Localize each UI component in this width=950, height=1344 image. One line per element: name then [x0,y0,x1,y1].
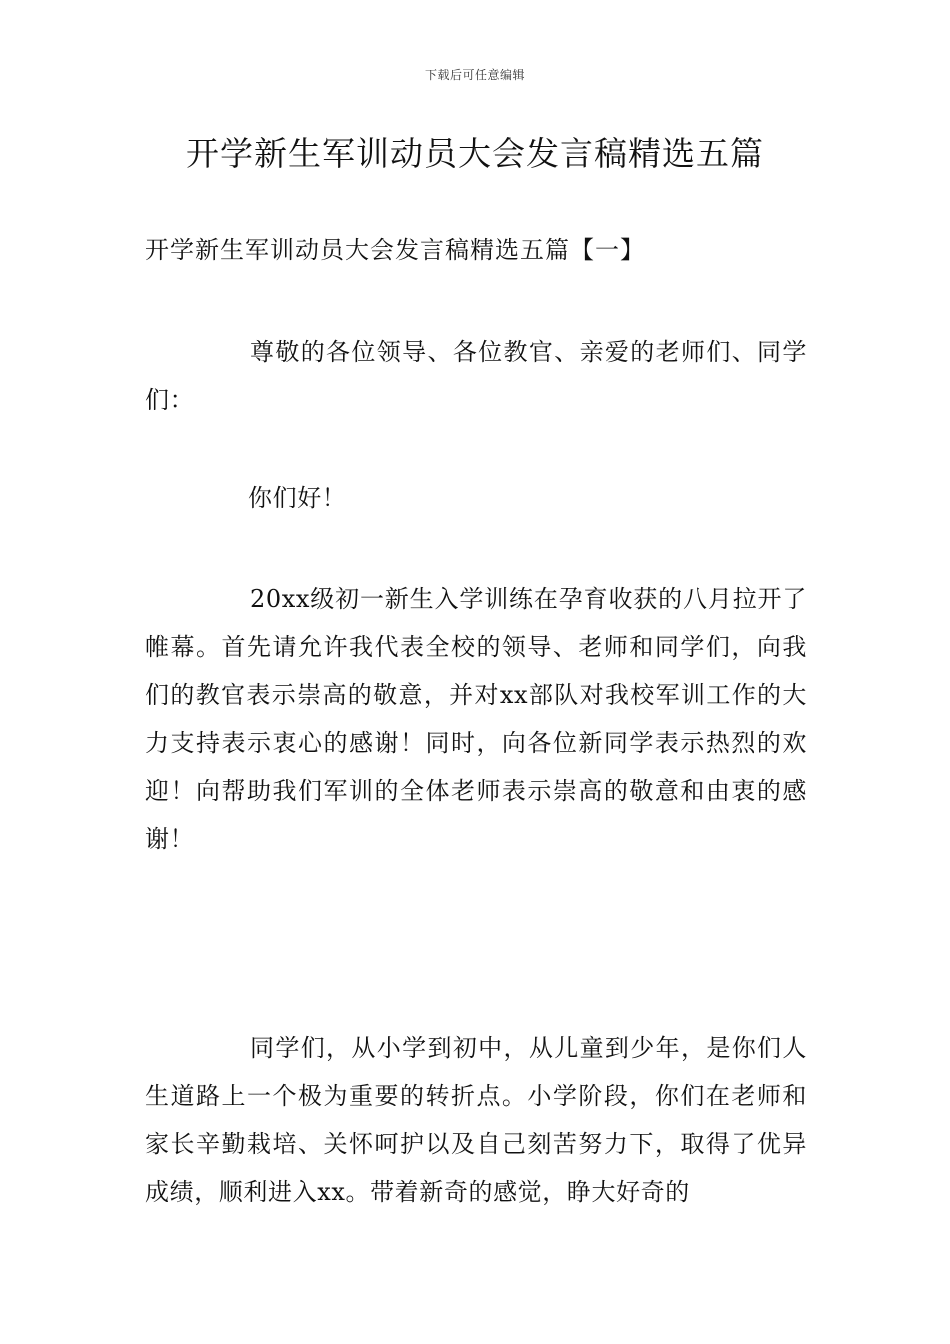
paragraph-intro: 20xx级初一新生入学训练在孕育收获的八月拉开了帷幕。首先请允许我代表全校的领导、老师和同学们，向我们的教官表示崇高的敬意，并对xx部队对我校军训工作的大力支持表示衷心的感谢！同时，向各位新同学表示热烈的欢迎！向帮助我们军训的全体老师表示崇高的敬意和由衷的感谢！ [145,585,807,853]
paragraph-salutation: 尊敬的各位领导、各位教官、亲爱的老师们、同学们： [145,338,807,414]
paragraph-greeting: 你们好！ [248,484,347,512]
header-note: 下载后可任意编辑 [424,68,525,82]
paragraph-students: 同学们，从小学到初中，从儿童到少年，是你们人生道路上一个极为重要的转折点。小学阶段，你们在老师和家长辛勤栽培、关怀呵护以及自己刻苦努力下，取得了优异成绩，顺利进入xx。带着新奇的感觉，睁大好奇的 [145,1034,807,1206]
document-title: 开学新生军训动员大会发言稿精选五篇 [186,134,764,173]
section-heading: 开学新生军训动员大会发言稿精选五篇【一】 [145,236,645,264]
